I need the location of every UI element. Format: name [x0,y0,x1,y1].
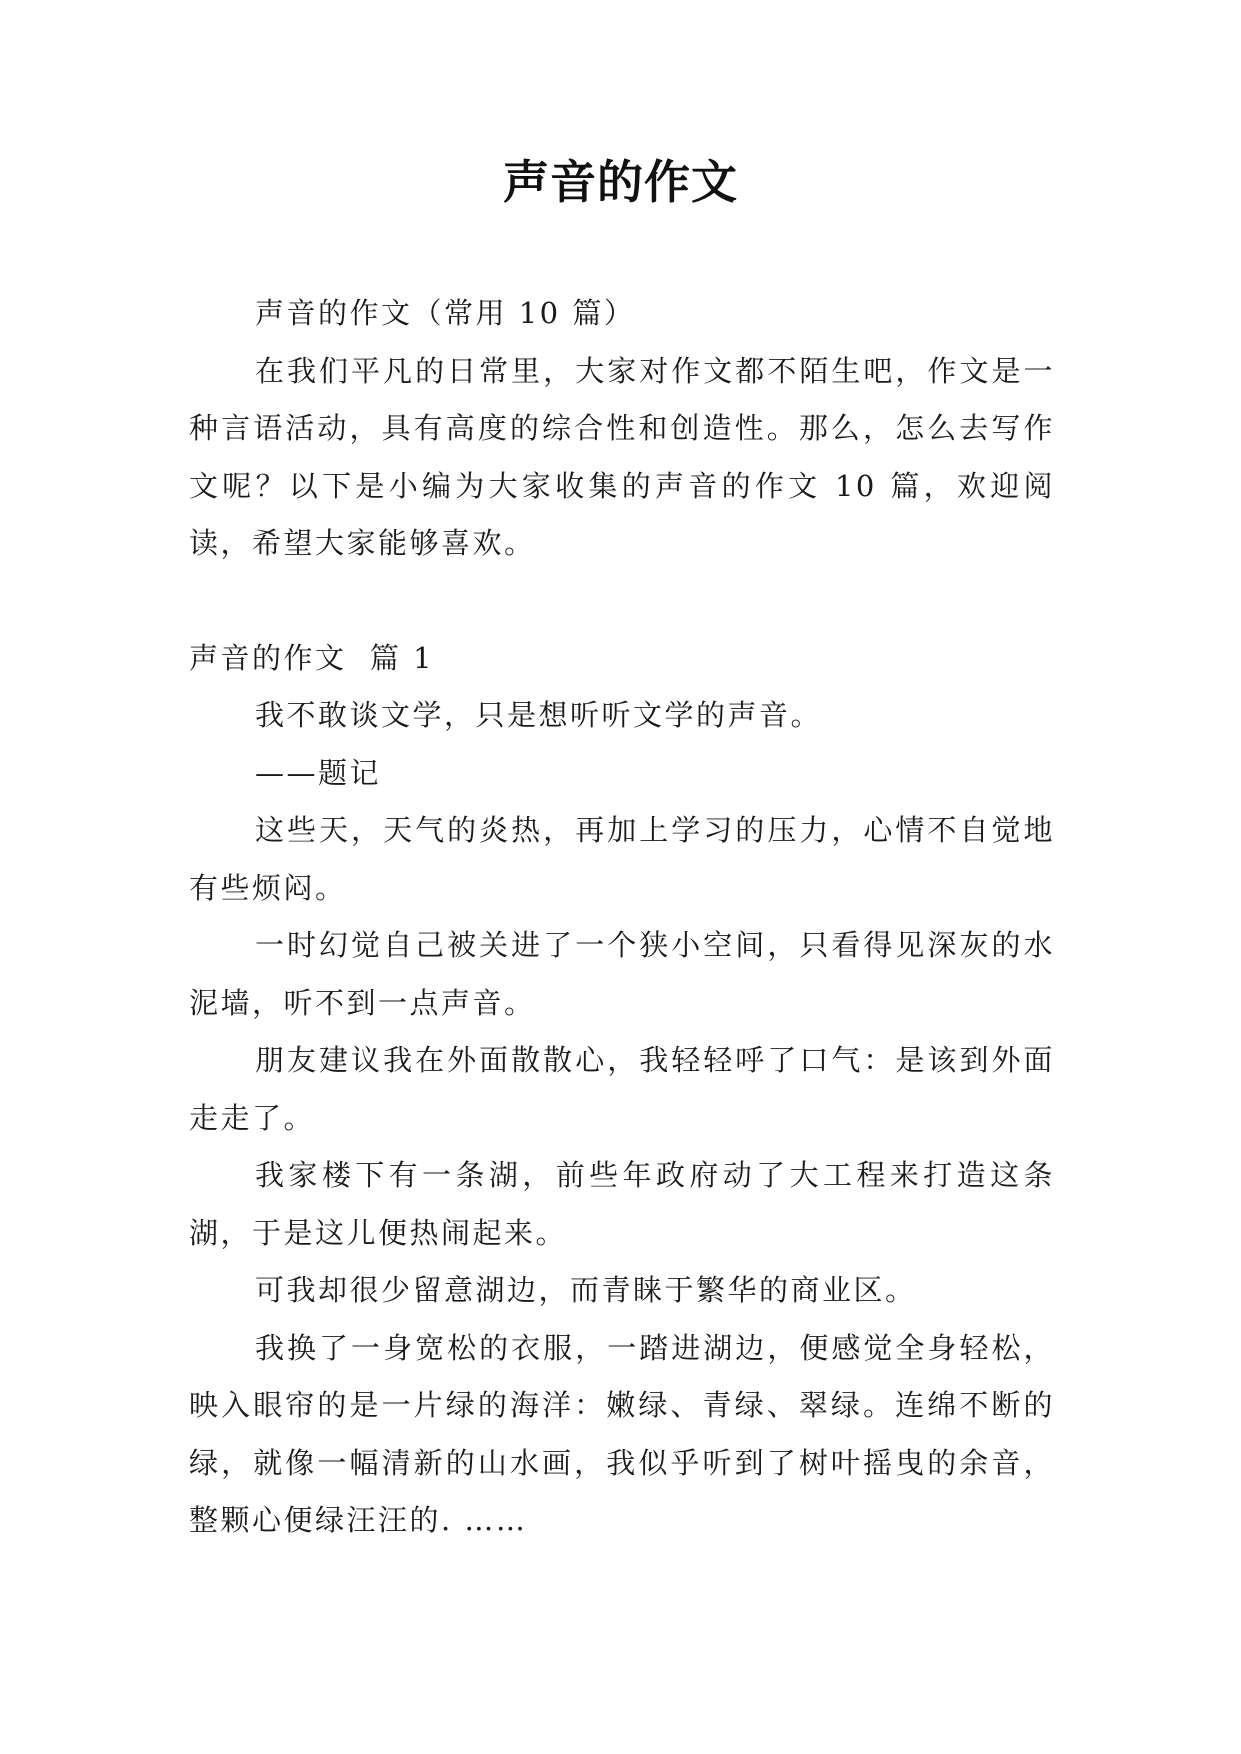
paragraph: 这些天，天气的炎热，再加上学习的压力，心情不自觉地有些烦闷。 [189,813,1055,905]
paragraph: 我家楼下有一条湖，前些年政府动了大工程来打造这条湖，于是这儿便热闹起来。 [189,1158,1055,1250]
paragraph: 可我却很少留意湖边，而青睐于繁华的商业区。 [255,1273,917,1307]
paragraph: 朋友建议我在外面散散心，我轻轻呼了口气：是该到外面走走了。 [189,1043,1055,1135]
paragraph: 一时幻觉自己被关进了一个狭小空间，只看得见深灰的水泥墙，听不到一点声音。 [189,928,1055,1020]
paragraph: 我换了一身宽松的衣服，一踏进湖边，便感觉全身轻松，映入眼帘的是一片绿的海洋：嫩绿、青绿、翠绿。连绵不断的绿，就像一幅清新的山水画，我似乎听到了树叶摇曳的余音，整颗心便绿汪汪的. …… [189,1330,1055,1537]
paragraph: 我不敢谈文学，只是想听听文学的声音。 [255,698,823,732]
section-heading: 声音的作文 篇 1 [189,640,435,675]
document-body [189,285,1055,1550]
document-subtitle: 声音的作文（常用 10 篇） [255,296,636,330]
intro-paragraph: 在我们平凡的日常里，大家对作文都不陌生吧，作文是一种言语活动，具有高度的综合性和创造性。那么，怎么去写作文呢？以下是小编为大家收集的声音的作文 10 篇，欢迎阅读，希望大家能够喜欢。 [189,353,1055,560]
section-spacer [189,573,1055,630]
paragraph: ——题记 [255,755,382,790]
document-title: 声音的作文 [503,155,738,209]
